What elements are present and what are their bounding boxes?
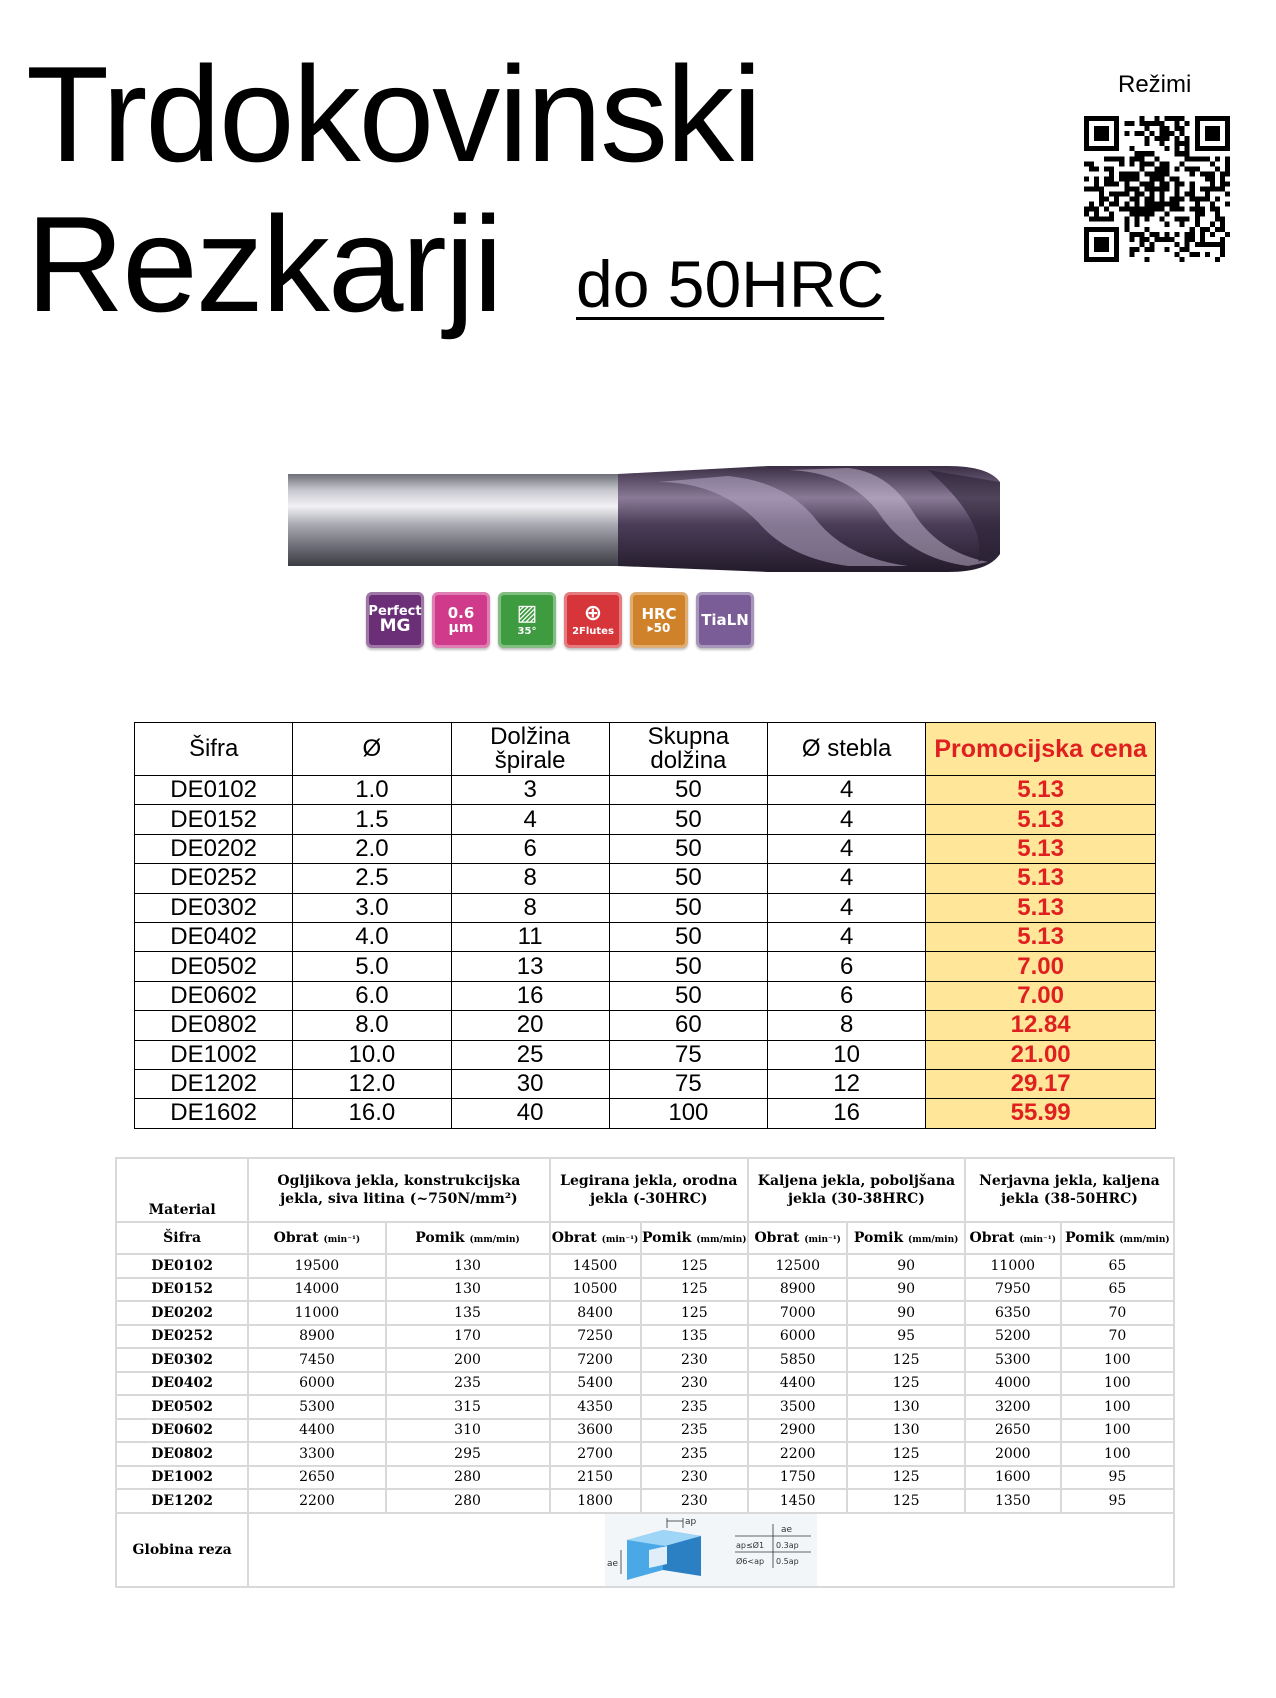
cell-total-length: 75	[609, 1069, 767, 1098]
cell-promo-price: 21.00	[926, 1040, 1156, 1069]
cell-obrat: 7250	[550, 1325, 641, 1349]
cell-obrat: 2200	[248, 1489, 385, 1513]
obrat-label: Obrat	[273, 1230, 319, 1246]
cell-obrat: 2700	[550, 1442, 641, 1466]
cell-shank-diameter: 4	[768, 805, 926, 834]
subtitle: do 50HRC	[576, 247, 885, 321]
badge-text: µm	[448, 619, 474, 636]
cell-diameter: 5.0	[293, 952, 451, 981]
cell-pomik: 100	[1061, 1442, 1174, 1466]
cell-obrat: 3300	[248, 1442, 385, 1466]
price-table-row	[135, 922, 1156, 951]
ap-label: ap	[685, 1516, 697, 1527]
cell-pomik: 95	[1061, 1466, 1174, 1490]
param-table-row	[116, 1278, 1174, 1302]
cell-pomik: 235	[641, 1442, 748, 1466]
cell-pomik: 90	[847, 1278, 964, 1302]
cell-spiral-length: 25	[451, 1040, 609, 1069]
col-header-total-length: Skupna dolžina	[609, 723, 767, 776]
cell-pomik: 100	[1061, 1348, 1174, 1372]
cell-code: DE0602	[116, 1419, 248, 1443]
cell-pomik: 100	[1061, 1419, 1174, 1443]
cell-pomik: 100	[1061, 1395, 1174, 1419]
cell-obrat: 3600	[550, 1419, 641, 1443]
title-line-2: Rezkarji	[26, 188, 502, 340]
end-mill-image	[288, 462, 1004, 576]
cell-pomik: 170	[386, 1325, 550, 1349]
cell-spiral-length: 3	[451, 776, 609, 805]
cell-shank-diameter: 4	[768, 776, 926, 805]
cell-pomik: 130	[847, 1395, 964, 1419]
cell-pomik: 235	[386, 1372, 550, 1396]
cell-pomik: 70	[1061, 1325, 1174, 1349]
obrat-unit: (min⁻¹)	[1019, 1235, 1057, 1245]
pomik-label: Pomik	[1065, 1230, 1115, 1246]
cell-total-length: 75	[609, 1040, 767, 1069]
cell-obrat: 8900	[748, 1278, 847, 1302]
badge-text: Perfect	[368, 604, 422, 619]
cell-total-length: 50	[609, 922, 767, 951]
cell-promo-price: 7.00	[926, 952, 1156, 981]
cell-obrat: 2200	[748, 1442, 847, 1466]
pomik-label: Pomik	[642, 1230, 692, 1246]
obrat-label: Obrat	[754, 1230, 800, 1246]
price-table-row	[135, 1069, 1156, 1098]
cell-obrat: 5400	[550, 1372, 641, 1396]
pomik-unit: (mm/min)	[1119, 1235, 1170, 1245]
cell-obrat: 2000	[965, 1442, 1061, 1466]
badge-text: ▸50	[647, 620, 671, 635]
cell-code: DE0202	[116, 1301, 248, 1325]
price-table-row	[135, 1040, 1156, 1069]
col-header-pomik	[1061, 1222, 1174, 1254]
col-header-promo-price: Promocijska cena	[926, 723, 1156, 776]
cell-pomik: 125	[847, 1489, 964, 1513]
cell-pomik: 280	[386, 1489, 550, 1513]
cell-pomik: 315	[386, 1395, 550, 1419]
cell-pomik: 130	[847, 1419, 964, 1443]
cell-obrat: 14000	[248, 1278, 385, 1302]
cell-obrat: 6000	[248, 1372, 385, 1396]
title-line-1: Trdokovinski	[26, 38, 761, 190]
qr-label: Režimi	[1118, 71, 1192, 98]
col-header-shank-diameter: Ø stebla	[768, 723, 926, 776]
pomik-label: Pomik	[853, 1230, 904, 1246]
param-table-row	[116, 1254, 1174, 1278]
col-header-obrat	[248, 1222, 385, 1254]
cell-diameter: 12.0	[293, 1069, 451, 1098]
cell-code: DE1202	[116, 1489, 248, 1513]
param-table-row	[116, 1442, 1174, 1466]
cell-spiral-length: 11	[451, 922, 609, 951]
price-table	[134, 722, 1156, 1129]
cell-obrat: 5200	[965, 1325, 1061, 1349]
cell-pomik: 125	[847, 1466, 964, 1490]
cell-diameter: 3.0	[293, 893, 451, 922]
cell-spiral-length: 30	[451, 1069, 609, 1098]
cell-promo-price: 29.17	[926, 1069, 1156, 1098]
cell-obrat: 2650	[965, 1419, 1061, 1443]
cell-total-length: 60	[609, 1011, 767, 1040]
cell-obrat: 7000	[748, 1301, 847, 1325]
cell-obrat: 2900	[748, 1419, 847, 1443]
cell-pomik: 90	[847, 1254, 964, 1278]
col-header-obrat	[965, 1222, 1061, 1254]
cell-pomik: 100	[1061, 1372, 1174, 1396]
cell-diameter: 16.0	[293, 1099, 451, 1128]
cell-spiral-length: 4	[451, 805, 609, 834]
cell-code: DE0252	[116, 1325, 248, 1349]
badge-text: 35°	[517, 626, 537, 637]
ae-col-header: ae	[781, 1524, 793, 1535]
row1-value: 0.3ap	[776, 1540, 799, 1550]
cell-code: DE1002	[135, 1040, 293, 1069]
cell-pomik: 135	[386, 1301, 550, 1325]
cell-code: DE0302	[135, 893, 293, 922]
cell-promo-price: 5.13	[926, 776, 1156, 805]
cell-shank-diameter: 4	[768, 893, 926, 922]
cell-code: DE0602	[135, 981, 293, 1010]
cell-pomik: 90	[847, 1301, 964, 1325]
col-header-diameter: Ø	[293, 723, 451, 776]
cell-pomik: 125	[641, 1278, 748, 1302]
badge-grain-size	[432, 592, 490, 648]
cell-pomik: 125	[641, 1301, 748, 1325]
cell-obrat: 1350	[965, 1489, 1061, 1513]
obrat-unit: (min⁻¹)	[601, 1235, 639, 1245]
cell-obrat: 19500	[248, 1254, 385, 1278]
cutting-parameters-table	[115, 1157, 1175, 1588]
cell-code: DE0102	[116, 1254, 248, 1278]
cell-shank-diameter: 4	[768, 864, 926, 893]
depth-of-cut-diagram	[605, 1514, 817, 1586]
cell-diameter: 2.0	[293, 834, 451, 863]
col-header-pomik	[847, 1222, 964, 1254]
cell-obrat: 1450	[748, 1489, 847, 1513]
price-table-row	[135, 805, 1156, 834]
cell-pomik: 235	[641, 1419, 748, 1443]
cell-diameter: 1.0	[293, 776, 451, 805]
price-table-header	[135, 723, 1156, 776]
badge-perfect-mg	[366, 592, 424, 648]
cell-pomik: 65	[1061, 1278, 1174, 1302]
cell-promo-price: 5.13	[926, 834, 1156, 863]
obrat-unit: (min⁻¹)	[323, 1235, 361, 1245]
cell-code: DE0252	[135, 864, 293, 893]
cell-spiral-length: 13	[451, 952, 609, 981]
cell-pomik: 65	[1061, 1254, 1174, 1278]
cell-pomik: 95	[847, 1325, 964, 1349]
group-header-alloy-steel: Legirana jekla, orodna jekla (-30HRC)	[550, 1158, 749, 1222]
cell-obrat: 7200	[550, 1348, 641, 1372]
badge-text: 0.6	[447, 603, 475, 622]
cell-pomik: 70	[1061, 1301, 1174, 1325]
cell-promo-price: 7.00	[926, 981, 1156, 1010]
code-header: Šifra	[116, 1222, 248, 1254]
cell-pomik: 280	[386, 1466, 550, 1490]
cell-code: DE0402	[116, 1372, 248, 1396]
pomik-label: Pomik	[415, 1230, 465, 1246]
cell-obrat: 3500	[748, 1395, 847, 1419]
cell-obrat: 4350	[550, 1395, 641, 1419]
feature-badges	[366, 592, 754, 648]
col-header-pomik	[641, 1222, 748, 1254]
cell-pomik: 230	[641, 1348, 748, 1372]
param-table-row	[116, 1372, 1174, 1396]
col-header-obrat	[748, 1222, 847, 1254]
pomik-unit: (mm/min)	[469, 1235, 520, 1245]
badge-hrc	[630, 592, 688, 648]
cell-pomik: 135	[641, 1325, 748, 1349]
cell-obrat: 3200	[965, 1395, 1061, 1419]
param-table-row	[116, 1466, 1174, 1490]
cell-pomik: 230	[641, 1489, 748, 1513]
cell-code: DE0402	[135, 922, 293, 951]
cell-promo-price: 55.99	[926, 1099, 1156, 1128]
cell-pomik: 200	[386, 1348, 550, 1372]
cell-shank-diameter: 6	[768, 952, 926, 981]
price-table-row	[135, 952, 1156, 981]
price-table-row	[135, 893, 1156, 922]
col-header-spiral-length: Dolžina špirale	[451, 723, 609, 776]
param-table-row	[116, 1325, 1174, 1349]
cell-shank-diameter: 6	[768, 981, 926, 1010]
cell-obrat: 2150	[550, 1466, 641, 1490]
cell-shank-diameter: 16	[768, 1099, 926, 1128]
cell-code: DE0502	[135, 952, 293, 981]
cell-total-length: 50	[609, 893, 767, 922]
cell-code: DE0152	[135, 805, 293, 834]
cell-pomik: 125	[641, 1254, 748, 1278]
cell-code: DE0502	[116, 1395, 248, 1419]
cell-spiral-length: 16	[451, 981, 609, 1010]
cell-obrat: 11000	[248, 1301, 385, 1325]
cell-promo-price: 5.13	[926, 805, 1156, 834]
row2-value: 0.5ap	[776, 1556, 799, 1566]
cell-total-length: 50	[609, 864, 767, 893]
cell-diameter: 2.5	[293, 864, 451, 893]
depth-of-cut-label: Globina reza	[116, 1513, 248, 1587]
material-label: Material	[148, 1202, 216, 1218]
cell-obrat: 1800	[550, 1489, 641, 1513]
badge-coating	[696, 592, 754, 648]
cell-spiral-length: 8	[451, 864, 609, 893]
badge-flutes	[564, 592, 622, 648]
cell-total-length: 50	[609, 952, 767, 981]
col-header-pomik	[386, 1222, 550, 1254]
cell-obrat: 4400	[248, 1419, 385, 1443]
param-table-row	[116, 1419, 1174, 1443]
cell-total-length: 100	[609, 1099, 767, 1128]
badge-text: 2Flutes	[572, 626, 614, 637]
cell-promo-price: 5.13	[926, 922, 1156, 951]
cell-promo-price: 12.84	[926, 1011, 1156, 1040]
cell-code: DE0802	[116, 1442, 248, 1466]
cell-pomik: 130	[386, 1278, 550, 1302]
cell-promo-price: 5.13	[926, 864, 1156, 893]
cell-obrat: 5850	[748, 1348, 847, 1372]
cell-obrat: 12500	[748, 1254, 847, 1278]
cell-obrat: 8900	[248, 1325, 385, 1349]
cell-diameter: 1.5	[293, 805, 451, 834]
price-table-row	[135, 834, 1156, 863]
cell-obrat: 1600	[965, 1466, 1061, 1490]
cell-pomik: 125	[847, 1348, 964, 1372]
cell-pomik: 95	[1061, 1489, 1174, 1513]
cell-code: DE0152	[116, 1278, 248, 1302]
cell-obrat: 11000	[965, 1254, 1061, 1278]
cell-shank-diameter: 4	[768, 922, 926, 951]
cell-diameter: 8.0	[293, 1011, 451, 1040]
group-header-stainless-steel: Nerjavna jekla, kaljena jekla (38-50HRC)	[965, 1158, 1174, 1222]
helix-icon: ▨	[516, 601, 538, 626]
material-header	[116, 1158, 248, 1222]
param-table-row	[116, 1301, 1174, 1325]
cell-obrat: 14500	[550, 1254, 641, 1278]
cell-diameter: 4.0	[293, 922, 451, 951]
cell-code: DE1602	[135, 1099, 293, 1128]
cell-shank-diameter: 8	[768, 1011, 926, 1040]
cell-obrat: 4400	[748, 1372, 847, 1396]
cell-shank-diameter: 4	[768, 834, 926, 863]
cell-pomik: 125	[847, 1442, 964, 1466]
cell-promo-price: 5.13	[926, 893, 1156, 922]
col-header-code: Šifra	[135, 723, 293, 776]
cell-pomik: 235	[641, 1395, 748, 1419]
group-header-hardened-steel: Kaljena jekla, poboljšana jekla (30-38HRC)	[748, 1158, 965, 1222]
cell-spiral-length: 8	[451, 893, 609, 922]
row1-condition: ap≤Ø1	[736, 1540, 765, 1550]
obrat-unit: (min⁻¹)	[804, 1235, 841, 1245]
cell-total-length: 50	[609, 776, 767, 805]
cell-diameter: 6.0	[293, 981, 451, 1010]
pomik-unit: (mm/min)	[696, 1235, 747, 1245]
cell-obrat: 7950	[965, 1278, 1061, 1302]
cell-code: DE1202	[135, 1069, 293, 1098]
cell-code: DE0802	[135, 1011, 293, 1040]
cell-pomik: 230	[641, 1372, 748, 1396]
flutes-icon: ⊕	[583, 601, 603, 626]
price-table-row	[135, 864, 1156, 893]
cell-spiral-length: 40	[451, 1099, 609, 1128]
cell-spiral-length: 6	[451, 834, 609, 863]
cell-diameter: 10.0	[293, 1040, 451, 1069]
price-table-row	[135, 981, 1156, 1010]
cell-code: DE0202	[135, 834, 293, 863]
param-table-row	[116, 1395, 1174, 1419]
badge-text: HRC	[641, 604, 677, 623]
cell-obrat: 7450	[248, 1348, 385, 1372]
cell-pomik: 295	[386, 1442, 550, 1466]
ae-label: ae	[607, 1558, 619, 1569]
cell-total-length: 50	[609, 805, 767, 834]
qr-code-icon[interactable]	[1084, 116, 1230, 262]
cell-obrat: 4000	[965, 1372, 1061, 1396]
cell-code: DE1002	[116, 1466, 248, 1490]
badge-text: TiaLN	[701, 610, 749, 629]
badge-text: MG	[379, 616, 411, 636]
param-table-row	[116, 1348, 1174, 1372]
price-table-row	[135, 1011, 1156, 1040]
price-table-row	[135, 776, 1156, 805]
depth-of-cut-diagram-cell	[248, 1513, 1174, 1587]
cell-obrat: 5300	[248, 1395, 385, 1419]
price-table-row	[135, 1099, 1156, 1128]
obrat-label: Obrat	[969, 1230, 1015, 1246]
col-header-obrat	[550, 1222, 641, 1254]
cell-total-length: 50	[609, 981, 767, 1010]
pomik-unit: (mm/min)	[908, 1235, 959, 1245]
badge-helix-angle	[498, 592, 556, 648]
cell-obrat: 1750	[748, 1466, 847, 1490]
param-table-row	[116, 1489, 1174, 1513]
cell-code: DE0302	[116, 1348, 248, 1372]
cell-spiral-length: 20	[451, 1011, 609, 1040]
cell-obrat: 5300	[965, 1348, 1061, 1372]
cell-obrat: 10500	[550, 1278, 641, 1302]
group-header-carbon-steel: Ogljikova jekla, konstrukcijska jekla, siva litina (~750N/mm²)	[248, 1158, 549, 1222]
cell-pomik: 125	[847, 1372, 964, 1396]
cell-shank-diameter: 10	[768, 1040, 926, 1069]
obrat-label: Obrat	[551, 1230, 597, 1246]
cell-obrat: 6350	[965, 1301, 1061, 1325]
cell-total-length: 50	[609, 834, 767, 863]
cell-pomik: 230	[641, 1466, 748, 1490]
row2-condition: Ø6<ap	[736, 1556, 765, 1566]
cell-obrat: 8400	[550, 1301, 641, 1325]
cell-shank-diameter: 12	[768, 1069, 926, 1098]
cell-pomik: 310	[386, 1419, 550, 1443]
cell-pomik: 130	[386, 1254, 550, 1278]
cell-obrat: 2650	[248, 1466, 385, 1490]
cell-code: DE0102	[135, 776, 293, 805]
cell-obrat: 6000	[748, 1325, 847, 1349]
